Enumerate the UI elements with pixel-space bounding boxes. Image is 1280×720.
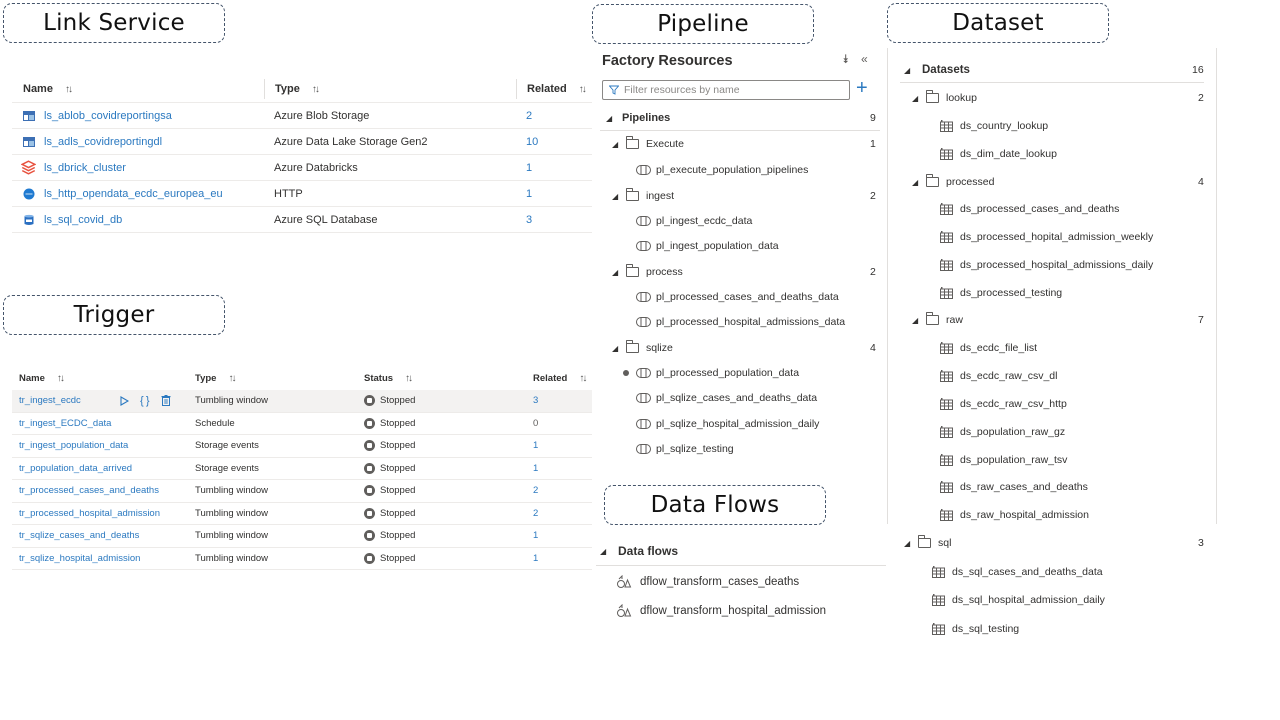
trigger-type: Tumbling window (195, 552, 269, 564)
expand-caret-icon[interactable]: ◢ (904, 65, 911, 75)
pipeline-icon (636, 292, 651, 302)
pipeline-icon (636, 241, 651, 251)
tree-item-pipeline[interactable] (636, 439, 734, 459)
status-text: Stopped (380, 395, 416, 407)
sort-icon[interactable]: ↑↓ (405, 372, 412, 384)
dataset-label: ds_ecdc_file_list (960, 342, 1038, 354)
tree-folder-execute[interactable] (612, 134, 878, 154)
section-label-data-flows: Data Flows (604, 485, 826, 525)
collapse-all-icon[interactable]: ⯯ (842, 52, 850, 66)
column-label: Related (527, 83, 567, 95)
trigger-name-link[interactable]: tr_ingest_ecdc (19, 395, 81, 407)
table-icon (940, 342, 953, 354)
tree-item-dataset[interactable] (932, 619, 1019, 639)
unsaved-changes-dot-icon (623, 370, 629, 376)
status-text: Stopped (380, 485, 416, 497)
related-count-link[interactable]: 2 (533, 485, 539, 497)
table-header (12, 76, 592, 103)
tree-item-dataset[interactable] (932, 562, 1103, 582)
pipeline-icon (636, 368, 651, 378)
trigger-name-link[interactable]: tr_ingest_ECDC_data (19, 417, 112, 429)
tree-item-dataset[interactable] (932, 590, 1105, 610)
tree-item-pipeline[interactable] (636, 388, 817, 408)
table-icon (940, 398, 953, 410)
linked-service-type: Azure Blob Storage (274, 109, 370, 122)
column-header-type[interactable] (264, 79, 516, 99)
pipeline-label: pl_processed_population_data (656, 367, 800, 379)
folder-count: 2 (1198, 92, 1204, 104)
stopped-icon (364, 553, 375, 564)
linked-service-name-link[interactable]: ls_dbrick_cluster (44, 161, 126, 174)
divider (900, 82, 1204, 83)
pipeline-label: pl_processed_hospital_admissions_data (656, 316, 846, 328)
linked-service-name-link[interactable]: ls_adls_covidreportingdl (44, 135, 163, 148)
table-icon (940, 203, 953, 215)
table-row[interactable] (12, 129, 592, 155)
related-count-link[interactable]: 1 (533, 462, 539, 474)
data-flow-label: dflow_transform_hospital_admission (640, 605, 827, 617)
related-count-link[interactable]: 3 (533, 395, 539, 407)
linked-service-name-link[interactable]: ls_http_opendata_ecdc_europea_eu (44, 187, 223, 200)
status-text: Stopped (380, 552, 416, 564)
table-header (12, 366, 592, 390)
tree-item-dataset[interactable] (940, 255, 1153, 275)
table-row[interactable] (12, 503, 592, 526)
tree-item-pipeline[interactable] (636, 160, 808, 180)
stopped-icon (364, 508, 375, 519)
pipeline-label: pl_ingest_population_data (656, 240, 779, 252)
group-label: Data flows (618, 544, 679, 558)
dataset-label: ds_country_lookup (960, 120, 1049, 132)
pipeline-icon (636, 419, 651, 429)
tree-item-data-flow[interactable] (616, 572, 799, 592)
column-label: Type (275, 83, 300, 95)
column-label: Status (364, 372, 394, 384)
status-text: Stopped (380, 530, 416, 542)
table-icon (932, 566, 945, 578)
linked-service-type: Azure Databricks (274, 161, 358, 174)
stopped-icon (364, 395, 375, 406)
sort-icon[interactable]: ↑↓ (578, 83, 585, 95)
pipeline-icon (636, 317, 651, 327)
dataset-label: ds_sql_testing (952, 623, 1020, 635)
column-label: Type (195, 372, 217, 384)
trigger-name-link[interactable]: tr_sqlize_hospital_admission (19, 552, 141, 564)
databricks-icon (21, 160, 36, 175)
linked-service-type: Azure Data Lake Storage Gen2 (274, 135, 428, 148)
linked-service-name-link[interactable]: ls_ablob_covidreportingsa (44, 109, 172, 122)
dataset-label: ds_ecdc_raw_csv_dl (960, 370, 1058, 382)
tree-item-dataset[interactable] (940, 199, 1119, 219)
tree-item-pipeline[interactable] (636, 211, 752, 231)
group-count: 16 (1192, 64, 1204, 76)
folder-label: lookup (946, 92, 977, 104)
expand-caret-icon[interactable]: ◢ (612, 139, 619, 149)
column-header-type[interactable] (188, 373, 360, 384)
related-count-link[interactable]: 10 (526, 135, 539, 148)
pipeline-label: pl_sqlize_testing (656, 443, 734, 455)
trigger-type: Storage events (195, 462, 259, 474)
related-count-link[interactable]: 1 (533, 552, 539, 564)
trigger-type: Tumbling window (195, 395, 269, 407)
sort-icon[interactable]: ↑↓ (228, 372, 235, 384)
folder-icon (926, 177, 939, 187)
tree-folder-raw[interactable] (912, 310, 1208, 330)
add-resource-button[interactable]: + (856, 77, 868, 99)
trigger-name-link[interactable]: tr_processed_cases_and_deaths (19, 485, 159, 497)
dataset-label: ds_ecdc_raw_csv_http (960, 398, 1067, 410)
column-label: Name (19, 372, 45, 384)
tree-item-dataset[interactable] (940, 283, 1062, 303)
divider (887, 48, 888, 524)
dataset-label: ds_population_raw_gz (960, 426, 1066, 438)
divider (596, 565, 886, 566)
folder-count: 2 (870, 266, 876, 278)
status-text: Stopped (380, 440, 416, 452)
table-icon (932, 623, 945, 635)
linked-service-type: Azure SQL Database (274, 213, 378, 226)
folder-label: raw (946, 314, 963, 326)
expand-caret-icon[interactable]: ◢ (912, 315, 919, 325)
folder-count: 7 (1198, 314, 1204, 326)
http-icon (23, 188, 35, 200)
tree-item-dataset[interactable] (940, 505, 1089, 525)
dataset-label: ds_sql_hospital_admission_daily (952, 594, 1105, 606)
trigger-type: Storage events (195, 440, 259, 452)
expand-caret-icon[interactable]: ◢ (912, 93, 919, 103)
related-count-link[interactable]: 3 (526, 213, 533, 226)
dataset-label: ds_population_raw_tsv (960, 454, 1068, 466)
folder-icon (626, 191, 639, 201)
table-row[interactable] (12, 525, 592, 548)
tree-item-dataset[interactable] (940, 338, 1037, 358)
sort-icon[interactable]: ↑↓ (56, 372, 63, 384)
group-label: Pipelines (622, 112, 671, 124)
tree-folder-process[interactable] (612, 262, 878, 282)
related-count-link[interactable]: 1 (526, 187, 533, 200)
folder-count: 1 (870, 138, 876, 150)
expand-caret-icon[interactable]: ◢ (612, 191, 619, 201)
linked-services-table (12, 76, 592, 233)
table-icon (940, 370, 953, 382)
table-icon (940, 231, 953, 243)
tree-group-data-flows[interactable] (600, 541, 678, 561)
dataset-label: ds_dim_date_lookup (960, 148, 1057, 160)
dataset-label: ds_processed_hopital_admission_weekly (960, 231, 1154, 243)
table-icon (940, 120, 953, 132)
pipeline-label: pl_execute_population_pipelines (656, 164, 809, 176)
trigger-status (360, 463, 533, 474)
tree-group-datasets[interactable] (904, 60, 1208, 80)
collapse-panel-icon[interactable]: « (861, 52, 868, 66)
pipeline-icon (636, 444, 651, 454)
related-count-link[interactable]: 1 (533, 530, 539, 542)
status-text: Stopped (380, 417, 416, 429)
blob-storage-icon (23, 110, 35, 122)
stopped-icon (364, 463, 375, 474)
table-row[interactable] (12, 548, 592, 571)
tree-item-pipeline[interactable] (636, 414, 819, 434)
table-row[interactable] (12, 103, 592, 129)
trigger-type: Tumbling window (195, 530, 269, 542)
folder-icon (918, 538, 931, 548)
filter-resources-input[interactable] (624, 84, 834, 96)
pipeline-icon (636, 165, 651, 175)
folder-icon (626, 139, 639, 149)
folder-label: sqlize (646, 342, 673, 354)
folder-icon (626, 267, 639, 277)
table-row[interactable] (12, 480, 592, 503)
dataset-label: ds_sql_cases_and_deaths_data (952, 566, 1103, 578)
divider (600, 130, 880, 131)
expand-caret-icon[interactable]: ◢ (912, 177, 919, 187)
stopped-icon (364, 530, 375, 541)
folder-label: sql (938, 537, 952, 549)
tree-folder-processed[interactable] (912, 172, 1208, 192)
related-count-link[interactable]: 2 (533, 507, 539, 519)
tree-item-pipeline[interactable] (623, 363, 799, 383)
table-row[interactable] (12, 458, 592, 481)
dataset-label: ds_raw_cases_and_deaths (960, 481, 1088, 493)
folder-icon (926, 93, 939, 103)
column-header-status[interactable] (360, 373, 533, 384)
pipeline-label: pl_sqlize_hospital_admission_daily (656, 418, 820, 430)
row-actions (120, 395, 171, 407)
expand-caret-icon[interactable]: ◢ (600, 546, 607, 556)
sort-icon[interactable]: ↑↓ (579, 372, 586, 384)
folder-count: 2 (870, 190, 876, 202)
expand-caret-icon[interactable]: ◢ (612, 343, 619, 353)
tree-item-pipeline[interactable] (636, 312, 845, 332)
tree-folder-lookup[interactable] (912, 88, 1208, 108)
tree-item-dataset[interactable] (940, 450, 1067, 470)
trigger-name-link[interactable]: tr_population_data_arrived (19, 462, 133, 474)
table-row[interactable] (12, 435, 592, 458)
status-text: Stopped (380, 507, 416, 519)
tree-item-dataset[interactable] (940, 116, 1048, 136)
tree-item-data-flow[interactable] (616, 601, 826, 621)
table-row[interactable] (12, 413, 592, 436)
table-row[interactable] (12, 155, 592, 181)
pipeline-icon (636, 216, 651, 226)
trigger-status (360, 553, 533, 564)
trigger-name-link[interactable]: tr_ingest_population_data (19, 440, 129, 452)
column-header-name[interactable] (12, 373, 188, 384)
triggers-table (12, 366, 592, 570)
trigger-name-link[interactable]: tr_sqlize_cases_and_deaths (19, 530, 140, 542)
pipeline-label: pl_sqlize_cases_and_deaths_data (656, 392, 818, 404)
trigger-status (360, 530, 533, 541)
related-count-link[interactable]: 2 (526, 109, 533, 122)
trigger-name-link[interactable]: tr_processed_hospital_admission (19, 507, 160, 519)
expand-caret-icon[interactable]: ◢ (904, 538, 911, 548)
filter-icon (609, 85, 619, 95)
pipeline-icon (636, 393, 651, 403)
folder-icon (626, 343, 639, 353)
expand-caret-icon[interactable]: ◢ (612, 267, 619, 277)
table-icon (932, 594, 945, 606)
group-count: 9 (870, 112, 876, 124)
tree-item-dataset[interactable] (940, 422, 1065, 442)
folder-count: 4 (870, 342, 876, 354)
trigger-status (360, 440, 533, 451)
trigger-type: Tumbling window (195, 507, 269, 519)
trigger-status (360, 395, 533, 406)
table-icon (940, 287, 953, 299)
folder-count: 4 (1198, 176, 1204, 188)
tree-folder-ingest[interactable] (612, 186, 878, 206)
stopped-icon (364, 485, 375, 496)
dataset-label: ds_processed_hospital_admissions_daily (960, 259, 1154, 271)
data-lake-icon (23, 136, 35, 148)
column-header-related[interactable] (533, 373, 592, 384)
trigger-status (360, 418, 533, 429)
linked-service-type: HTTP (274, 187, 303, 200)
tree-item-pipeline[interactable] (636, 236, 779, 256)
trigger-status (360, 485, 533, 496)
filter-box[interactable] (602, 80, 850, 100)
pipeline-label: pl_ingest_ecdc_data (656, 215, 753, 227)
code-icon[interactable]: { } (140, 394, 150, 407)
stopped-icon (364, 418, 375, 429)
tree-item-pipeline[interactable] (636, 287, 839, 307)
table-icon (940, 454, 953, 466)
pipeline-label: pl_processed_cases_and_deaths_data (656, 291, 839, 303)
expand-caret-icon[interactable]: ◢ (606, 113, 613, 123)
tree-item-dataset[interactable] (940, 477, 1088, 497)
folder-label: processed (946, 176, 995, 188)
folder-label: ingest (646, 190, 675, 202)
linked-service-name-link[interactable]: ls_sql_covid_db (44, 213, 123, 226)
table-row[interactable] (12, 207, 592, 233)
table-icon (940, 426, 953, 438)
tree-item-dataset[interactable] (940, 366, 1057, 386)
folder-count: 3 (1198, 537, 1204, 549)
related-count-link[interactable]: 1 (526, 161, 533, 174)
folder-label: process (646, 266, 683, 278)
divider (1216, 48, 1217, 524)
data-flow-icon (616, 604, 632, 618)
column-label: Related (533, 372, 568, 384)
table-row[interactable] (12, 390, 592, 413)
group-label: Datasets (922, 64, 970, 76)
tree-item-dataset[interactable] (940, 227, 1153, 247)
delete-icon[interactable] (161, 395, 171, 406)
trigger-type: Schedule (195, 417, 235, 429)
column-header-name[interactable] (12, 83, 264, 95)
section-label-pipeline: Pipeline (592, 4, 814, 44)
related-count-link[interactable]: 1 (533, 440, 539, 452)
run-icon[interactable] (120, 396, 129, 406)
table-row[interactable] (12, 181, 592, 207)
related-count: 0 (533, 417, 539, 429)
stopped-icon (364, 440, 375, 451)
data-flow-label: dflow_transform_cases_deaths (640, 576, 800, 588)
section-label-dataset: Dataset (887, 3, 1109, 43)
table-icon (940, 148, 953, 160)
section-label-link-service: Link Service (3, 3, 225, 43)
data-flow-icon (616, 575, 632, 589)
column-label: Name (23, 83, 53, 95)
trigger-status (360, 508, 533, 519)
sql-database-icon (23, 214, 35, 226)
section-label-trigger: Trigger (3, 295, 225, 335)
trigger-type: Tumbling window (195, 485, 269, 497)
tree-folder-sql[interactable] (904, 533, 1208, 553)
panel-title: Factory Resources (602, 53, 733, 69)
dataset-label: ds_raw_hospital_admission (960, 509, 1089, 521)
tree-group-pipelines[interactable] (606, 108, 878, 128)
tree-item-dataset[interactable] (940, 394, 1067, 414)
folder-label: Execute (646, 138, 684, 150)
table-icon (940, 259, 953, 271)
status-text: Stopped (380, 462, 416, 474)
sort-icon[interactable]: ↑↓ (311, 83, 318, 95)
sort-icon[interactable]: ↑↓ (64, 83, 71, 95)
dataset-label: ds_processed_testing (960, 287, 1063, 299)
dataset-label: ds_processed_cases_and_deaths (960, 203, 1120, 215)
column-header-related[interactable] (516, 79, 592, 99)
tree-item-dataset[interactable] (940, 144, 1057, 164)
folder-icon (926, 315, 939, 325)
table-icon (940, 481, 953, 493)
table-icon (940, 509, 953, 521)
tree-folder-sqlize[interactable] (612, 338, 878, 358)
